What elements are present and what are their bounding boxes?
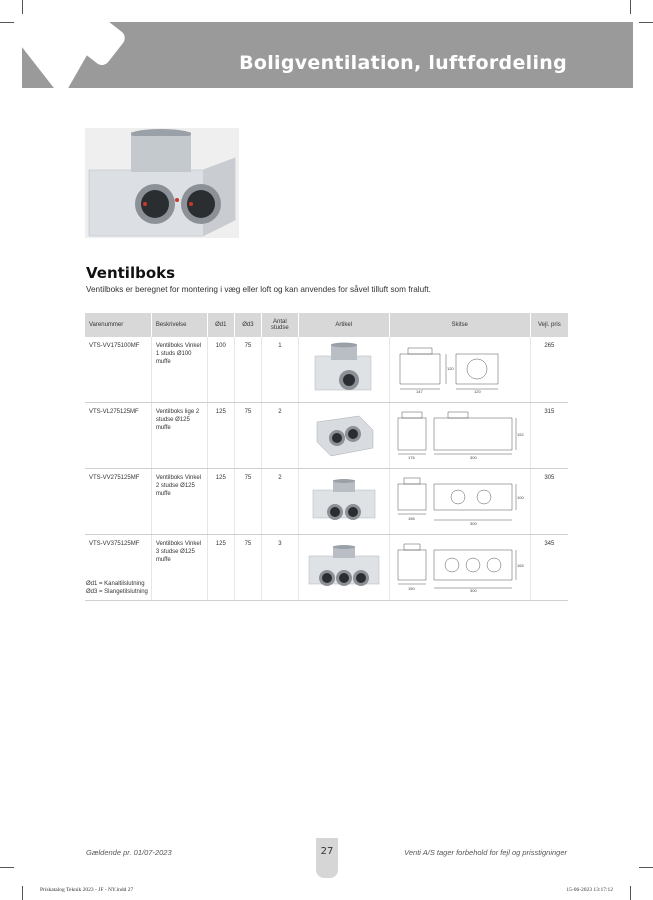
cell-artikel <box>298 535 389 601</box>
dim-label: 152 <box>516 432 524 437</box>
crop-mark <box>630 886 631 900</box>
cell-varenummer: VTS-VL275125MF <box>85 403 151 469</box>
dim-label: 120 <box>473 389 481 394</box>
product-photo <box>303 342 385 394</box>
cell-d1: 125 <box>207 535 234 601</box>
dim-label: 156 <box>407 516 415 521</box>
crop-mark <box>630 0 631 14</box>
dim-label: 150 <box>407 586 415 591</box>
cell-beskrivelse: Ventilboks lige 2 studse Ø125 muffe <box>151 403 207 469</box>
dim-label: 120 <box>446 366 454 371</box>
crop-mark <box>22 0 23 14</box>
cell-pris: 315 <box>530 403 568 469</box>
product-photo <box>303 540 385 592</box>
cell-artikel <box>298 469 389 535</box>
dim-label: 176 <box>407 455 415 460</box>
technical-drawing <box>394 540 526 592</box>
section-title: Ventilboks <box>86 264 176 282</box>
cell-d3: 75 <box>234 469 261 535</box>
product-photo <box>303 408 385 460</box>
cell-skitse <box>389 337 530 403</box>
cell-antal: 3 <box>262 535 299 601</box>
note-d1: Ød1 = Kanaltilslutning <box>86 581 145 587</box>
cell-beskrivelse: Ventilboks Vinkel 2 studse Ø125 muffe <box>151 469 207 535</box>
col-header-beskrivelse: Beskrivelse <box>151 313 207 337</box>
cell-pris: 305 <box>530 469 568 535</box>
footer-validity: Gældende pr. 01/07-2023 <box>86 848 172 857</box>
col-header-d1: Ød1 <box>207 313 234 337</box>
print-slug-file: Priskatalog Teknik 2023 - JF - NY.indd 27 <box>40 887 134 893</box>
col-header-antal: Antal studse <box>262 313 299 337</box>
cell-varenummer: VTS-VV175100MF <box>85 337 151 403</box>
cell-d1: 125 <box>207 403 234 469</box>
table-row <box>85 403 568 469</box>
note-d3: Ød3 = Slangetilslutning <box>86 589 148 595</box>
cell-varenummer: VTS-VV275125MF <box>85 469 151 535</box>
cell-antal: 2 <box>262 469 299 535</box>
cell-skitse <box>389 403 530 469</box>
dim-label: 147 <box>415 389 423 394</box>
crop-mark <box>639 22 653 23</box>
cell-varenummer: VTS-VV375125MF <box>85 535 151 601</box>
product-table <box>85 313 568 601</box>
product-photo <box>303 474 385 526</box>
footer-disclaimer: Venti A/S tager forbehold for fejl og prisstigninger <box>404 848 567 857</box>
dim-label: 300 <box>469 455 477 460</box>
cell-pris: 345 <box>530 535 568 601</box>
dim-label: 165 <box>516 563 524 568</box>
cell-beskrivelse: Ventilboks Vinkel 1 studs Ø100 muffe <box>151 337 207 403</box>
dim-label: 100 <box>516 495 524 500</box>
col-header-artikel: Artikel <box>298 313 389 337</box>
technical-drawing <box>394 342 526 394</box>
page-number: 27 <box>320 846 334 857</box>
technical-drawing <box>394 408 526 460</box>
cell-beskrivelse: Ventilboks Vinkel 3 studse Ø125 muffe <box>151 535 207 601</box>
col-header-d3: Ød3 <box>234 313 261 337</box>
crop-mark <box>0 22 14 23</box>
table-row <box>85 337 568 403</box>
hero-product-image <box>85 128 239 238</box>
cell-artikel <box>298 337 389 403</box>
cell-d3: 75 <box>234 535 261 601</box>
print-slug-date: 15-06-2023 13:17:12 <box>566 887 613 893</box>
cell-skitse <box>389 469 530 535</box>
cell-d3: 75 <box>234 337 261 403</box>
crop-mark <box>639 867 653 868</box>
cell-pris: 265 <box>530 337 568 403</box>
cell-antal: 1 <box>262 337 299 403</box>
table-row <box>85 469 568 535</box>
crop-mark <box>0 867 14 868</box>
dim-label: 300 <box>469 521 477 526</box>
page-number-tab <box>316 838 338 878</box>
dim-label: 300 <box>469 588 477 592</box>
table-row <box>85 535 568 601</box>
crop-mark <box>22 886 23 900</box>
cell-d1: 100 <box>207 337 234 403</box>
page-title: Boligventilation, luftfordeling <box>239 52 567 74</box>
technical-drawing <box>394 474 526 526</box>
cell-d3: 75 <box>234 403 261 469</box>
cell-skitse <box>389 535 530 601</box>
col-header-skitse: Skitse <box>389 313 530 337</box>
cell-antal: 2 <box>262 403 299 469</box>
col-header-varenummer: Varenummer <box>85 313 151 337</box>
cell-d1: 125 <box>207 469 234 535</box>
table-header-row <box>85 313 568 337</box>
col-header-pris: Vejl. pris <box>530 313 568 337</box>
legend-notes <box>86 580 148 596</box>
cell-artikel <box>298 403 389 469</box>
section-intro: Ventilboks er beregnet for montering i væg eller loft og kan anvendes for såvel tilluft som fraluft. <box>86 285 431 294</box>
